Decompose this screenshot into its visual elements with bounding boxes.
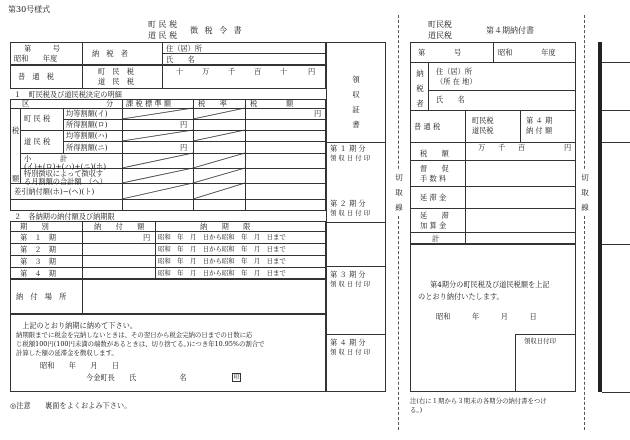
col-base: 課 税 標 準 額 — [126, 99, 172, 108]
col-period: 期 別 — [20, 222, 49, 231]
slip-tax-amount: 税 額 — [420, 149, 449, 158]
row-a-yen: 円 — [314, 109, 322, 118]
slip-era-year: 昭和 年度 — [498, 48, 556, 57]
notice-title: 徴 税 令 書 — [190, 26, 244, 35]
slip-name-label: 氏 名 — [436, 95, 465, 104]
unit-man: 万 — [202, 67, 210, 76]
era-year: 昭和 年度 — [14, 54, 58, 63]
slip-payer-label: 納 税 者 — [416, 69, 424, 108]
caution-note: ◎注意 裏面をよくおよみ下さい。 — [10, 401, 132, 410]
slip-total: 計 — [432, 234, 440, 243]
section1-title: １ 町民税及び道民税決定の明細 — [14, 90, 122, 99]
deadline-2: 昭和 年 月 日から昭和 年 月 日まで — [158, 245, 286, 253]
slip-heading-line1: 町民税 — [428, 20, 452, 29]
slip-heading-line2: 道民税 — [428, 31, 452, 40]
form-number: 第30号様式 — [8, 5, 51, 14]
receipt-period-4: 第 ４ 期 分 — [330, 338, 366, 347]
period-1: 第 １ 期 — [20, 233, 56, 242]
slip-footnote-line2: る。) — [410, 406, 423, 414]
subtotal-line2: (イ)+(ロ)+(ハ)+(ニ)(ホ) — [24, 162, 107, 171]
slip-fee-line2: 手 数 料 — [420, 174, 447, 183]
slip-footnote-line1: 注(右に１期から３期末の各期分の納付書をつけ — [410, 397, 547, 405]
cut-line-label-right: 切 取 線 — [580, 170, 590, 215]
number-label: 第 号 — [24, 44, 60, 53]
slip-unit-sen: 千 — [498, 143, 506, 152]
period-3: 第 ３ 期 — [20, 257, 56, 266]
amount-side-label: 額 — [12, 174, 20, 183]
diff-row: 差引納付額(ホ)−(ヘ)(ト) — [14, 187, 95, 196]
receipt-stamp-1: 領 収 日 付 印 — [330, 154, 371, 162]
issue-date: 昭和 年 月 日 — [40, 361, 120, 370]
tax-side-label: 税 — [12, 126, 20, 135]
notice-heading-line1: 町 民 税 — [148, 20, 178, 29]
slip-address-label: 住（居）所 — [436, 67, 472, 76]
slip-payment-label: 納 付 額 — [526, 126, 553, 135]
receipt-stamp-3: 領 収 日 付 印 — [330, 280, 371, 288]
address-label: 住（居）所 — [166, 44, 202, 53]
slip-receipt-stamp: 領収日付印 — [524, 337, 556, 345]
slip-tax-kind-pref: 道民税 — [472, 126, 494, 135]
slip-arrears-line1: 延 滞 — [420, 211, 449, 220]
row-b-base-yen: 円 — [180, 120, 188, 129]
section2-title: ２ 各納期の納付額及び納期限 — [14, 212, 115, 221]
slip-unit-man: 万 — [478, 143, 486, 152]
notice-heading-line2: 道 民 税 — [148, 31, 178, 40]
col-payment: 納 付 額 — [94, 222, 145, 231]
slip-statement-line1: 第4期分の町民税及び道民税額を上記 — [430, 280, 550, 289]
town-tax-label: 町 民 税 — [24, 114, 51, 123]
payment-place-label: 納 付 場 所 — [16, 292, 67, 301]
row-a: 均等割額(イ) — [66, 109, 108, 118]
slip-period-label: 第 ４ 期 — [526, 116, 553, 125]
unit-hyaku: 百 — [254, 67, 262, 76]
receipt-period-3: 第 ３ 期 分 — [330, 270, 366, 279]
slip-title: 第４期納付書 — [486, 26, 534, 35]
col-deadline: 納 期 限 — [200, 222, 251, 231]
official-seal: 印 — [233, 374, 240, 381]
normal-tax-label: 普 通 税 — [18, 72, 54, 81]
cut-line-left — [398, 15, 399, 430]
slip-unit-yen: 円 — [564, 143, 572, 152]
special-line1: 特別徴収によって徴収す — [24, 169, 104, 178]
row-c: 均等割額(ハ) — [66, 131, 108, 140]
unit-yen: 円 — [308, 67, 316, 76]
message-line2: 納期限までに税金を完納しないときは、その翌日から税金完納の日までの日数に応 — [16, 331, 253, 339]
period-4: 第 ４ 期 — [20, 269, 56, 278]
row-d: 所得割額(ニ) — [66, 143, 108, 152]
taxpayer-label: 納 税 者 — [92, 49, 128, 58]
receipt-stamp-2: 領 収 日 付 印 — [330, 209, 371, 217]
cut-line-right — [584, 15, 585, 430]
slip-address-sub: （所 在 地） — [436, 77, 477, 86]
pref-tax-label: 道 民 税 — [24, 137, 51, 146]
col-rate: 税 率 — [198, 99, 227, 108]
deadline-1: 昭和 年 月 日から昭和 年 月 日まで — [158, 233, 286, 241]
deadline-3: 昭和 年 月 日から昭和 年 月 日まで — [158, 257, 286, 265]
period-1-yen: 円 — [143, 233, 151, 242]
slip-unit-hyaku: 百 — [518, 143, 526, 152]
name-label: 氏 名 — [166, 55, 195, 64]
col-kubun: 区 — [22, 99, 30, 108]
unit-sen: 千 — [228, 67, 236, 76]
col-bun: 分 — [106, 99, 114, 108]
receipt-stamp-4: 領 収 日 付 印 — [330, 348, 371, 356]
slip-fee-line1: 督 促 — [420, 164, 449, 173]
message-line3: じ税額100円(100円未満の端数があるときは、切り捨てる。)につき年10.95%の割合で — [16, 340, 265, 348]
slip-normal-tax: 普 通 税 — [414, 122, 441, 131]
special-line2: る月割額の合計額 （ヘ） — [24, 177, 107, 186]
issuer-name: 今金町長 氏 名 — [86, 373, 187, 382]
slip-date: 昭和 年 月 日 — [436, 312, 537, 321]
unit-ju-2: 十 — [280, 67, 288, 76]
slip-arrears-line2: 加 算 金 — [420, 221, 447, 230]
deadline-4: 昭和 年 月 日から昭和 年 月 日まで — [158, 269, 286, 277]
message-line4: 計算した額の延滞金を徴収します。 — [16, 349, 118, 357]
subtotal-line1: 小 計 — [24, 154, 68, 163]
message-line1: 上記のとおり納期に納めて下さい。 — [22, 321, 138, 330]
row-b: 所得割額(ロ) — [66, 120, 108, 129]
tax-kind-town: 町 民 税 — [98, 67, 134, 76]
col-tax: 税 額 — [250, 99, 294, 108]
slip-late-fee: 延 滞 金 — [420, 193, 447, 202]
row-d-base-yen: 円 — [180, 143, 188, 152]
tax-kind-pref: 道 民 税 — [98, 77, 134, 86]
cut-line-label-left: 切 取 線 — [394, 170, 404, 215]
slip-statement-line2: のとおり納付いたします。 — [418, 292, 504, 301]
unit-ju: 十 — [176, 67, 184, 76]
period-2: 第 ２ 期 — [20, 245, 56, 254]
receipt-period-2: 第 ２ 期 分 — [330, 199, 366, 208]
binding-strip — [598, 42, 602, 392]
receipt-period-1: 第 １ 期 分 — [330, 144, 366, 153]
receipt-column-title: 領 収 証 書 — [352, 75, 360, 129]
slip-number: 第 号 — [418, 48, 462, 57]
slip-tax-kind-town: 町民税 — [472, 116, 494, 125]
